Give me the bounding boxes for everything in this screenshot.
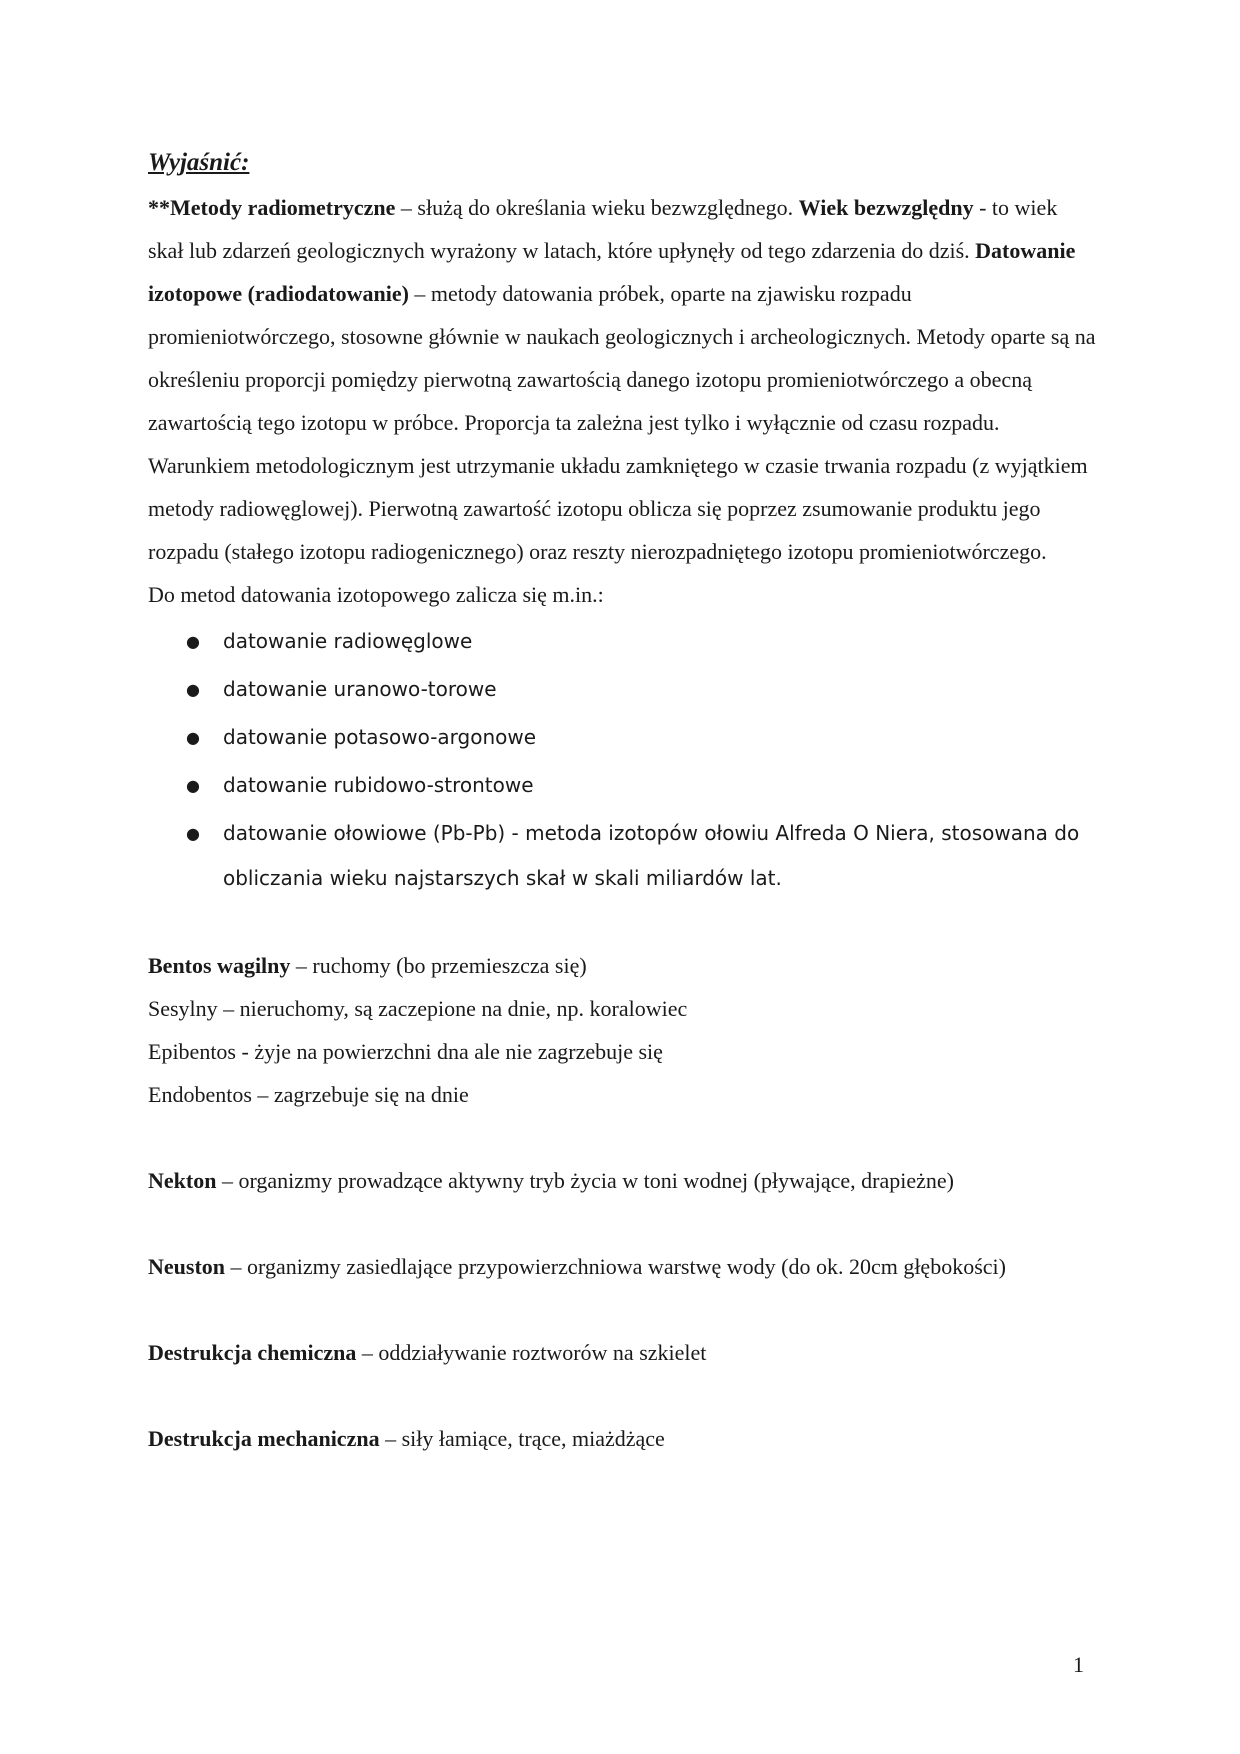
list-item: ● datowanie rubidowo-strontowe xyxy=(148,763,1098,808)
intro-text-2: - to wiek skał lub zdarzeń geologicznych wyrażony w latach, które upłynęły od tego zdarzenia do dziś. xyxy=(148,195,1058,263)
spacer xyxy=(148,1202,1098,1245)
page-number: 1 xyxy=(1073,1652,1084,1677)
bullet-icon: ● xyxy=(186,632,200,651)
term-metody-radiometryczne: **Metody radiometryczne xyxy=(148,195,396,220)
spacer xyxy=(148,1116,1098,1159)
destrukcja-chemiczna-paragraph: Destrukcja chemiczna – oddziaływanie roztworów na szkielet xyxy=(148,1340,707,1365)
term-bentos-wagilny: Bentos wagilny xyxy=(148,953,291,978)
bentos-line-2: Sesylny – nieruchomy, są zaczepione na dnie, np. koralowiec xyxy=(148,996,688,1021)
list-item: ● datowanie uranowo-torowe xyxy=(148,667,1098,712)
bullet-icon: ● xyxy=(186,824,200,843)
destrukcja-mechaniczna-paragraph: Destrukcja mechaniczna – siły łamiące, trące, miażdżące xyxy=(148,1426,665,1451)
spacer xyxy=(148,1288,1098,1331)
intro-paragraph xyxy=(148,186,1098,573)
bentos-line-4: Endobentos – zagrzebuje się na dnie xyxy=(148,1082,469,1107)
bentos-line-3: Epibentos - żyje na powierzchni dna ale nie zagrzebuje się xyxy=(148,1039,663,1064)
bullet-icon: ● xyxy=(186,776,200,795)
term-destrukcja-chemiczna: Destrukcja chemiczna xyxy=(148,1340,357,1365)
term-destrukcja-mechaniczna: Destrukcja mechaniczna xyxy=(148,1426,380,1451)
spacer xyxy=(148,1374,1098,1417)
neuston-paragraph: Neuston – organizmy zasiedlające przypowierzchniowa warstwę wody (do ok. 20cm głębokości) xyxy=(148,1254,1006,1279)
methods-list xyxy=(148,619,1098,901)
bullet-icon: ● xyxy=(186,680,200,699)
term-nekton: Nekton xyxy=(148,1168,217,1193)
list-item: ● datowanie radiowęglowe xyxy=(148,619,1098,664)
term-neuston: Neuston xyxy=(148,1254,226,1279)
term-datowanie-izotopowe: Datowanie izotopowe (radiodatowanie) xyxy=(148,238,1076,306)
term-wiek-bezwzgledny: Wiek bezwzględny xyxy=(798,195,974,220)
bullet-icon: ● xyxy=(186,728,200,747)
list-item: ● datowanie ołowiowe (Pb-Pb) - metoda izotopów ołowiu Alfreda O Niera, stosowana do obliczania wieku najstarszych skał w skali miliardów lat. xyxy=(148,811,1098,901)
intro-text-1: – służą do określania wieku bezwzględnego. xyxy=(395,195,799,220)
nekton-paragraph: Nekton – organizmy prowadzące aktywny tryb życia w toni wodnej (pływające, drapieżne) xyxy=(148,1168,954,1193)
document-page xyxy=(148,140,1098,1460)
methods-intro: Do metod datowania izotopowego zalicza się m.in.: xyxy=(148,582,604,607)
spacer xyxy=(148,901,1098,944)
page-heading: Wyjaśnić: xyxy=(148,149,250,176)
bentos-line-1: Bentos wagilny – ruchomy (bo przemieszcza się) xyxy=(148,953,587,978)
list-item: ● datowanie potasowo-argonowe xyxy=(148,715,1098,760)
intro-text-3: – metody datowania próbek, oparte na zjawisku rozpadu promieniotwórczego, stosowne głównie w naukach geologicznych i archeologicznych. Metody oparte są na określeniu proporcji pomiędzy pierwotną zawartością danego izotopu promieniotwórczego a obecną zawartością tego izotopu w próbce. Proporcja ta zależna jest tylko i wyłącznie od czasu rozpadu. Warunkiem metodologicznym jest utrzymanie układu zamkniętego w czasie trwania rozpadu (z wyjątkiem metody radiowęglowej). Pierwotną zawartość izotopu oblicza się poprzez zsumowanie produktu jego rozpadu (stałego izotopu radiogenicznego) oraz reszty nierozpadniętego izotopu promieniotwórczego. xyxy=(148,281,1096,564)
